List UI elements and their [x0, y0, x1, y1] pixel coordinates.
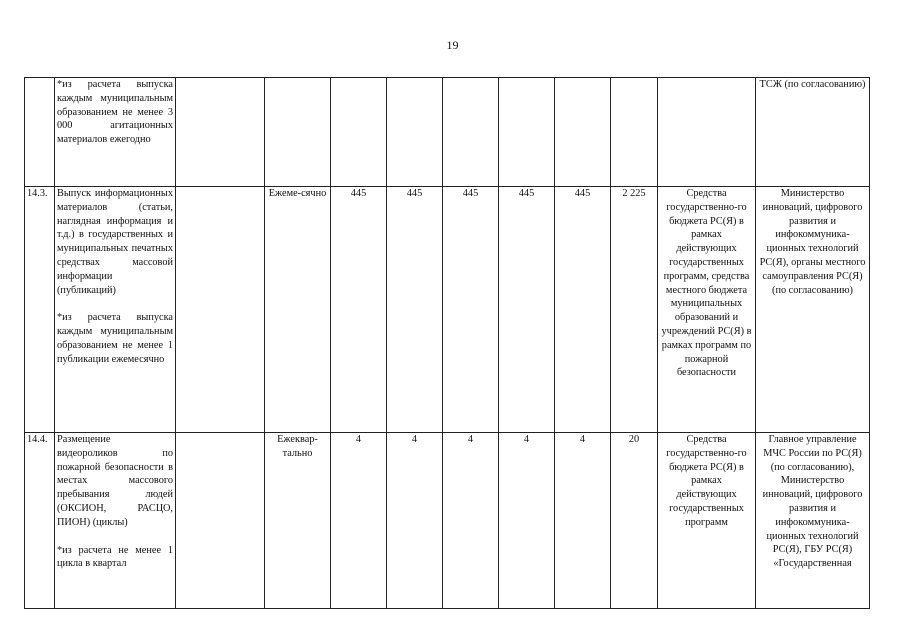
table-row-continued: [25, 78, 870, 187]
cell-period: Ежеквар-тально: [265, 433, 331, 609]
cell-executor: Главное управление МЧС России по РС(Я) (по согласованию), Министерство инноваций, цифрового развития и инфокоммуника-ционных технологий РС(Я), ГБУ РС(Я) «Государственная: [756, 433, 870, 609]
cell-source: [658, 78, 756, 187]
cell-value: 445: [555, 187, 611, 433]
cell-total: [611, 78, 658, 187]
cell-total: 2 225: [611, 187, 658, 433]
cell-blank: [176, 187, 265, 433]
cell-total: 20: [611, 433, 658, 609]
row-note: *из расчета выпуска каждым муниципальным образованием не менее 3 000 агитационных материалов ежегодно: [57, 79, 173, 146]
cell-source: Средства государственно-го бюджета РС(Я) в рамках действующих государственных программ: [658, 433, 756, 609]
program-table: [24, 77, 870, 609]
cell-name: [55, 433, 176, 609]
cell-name: [55, 187, 176, 433]
table-row-14-4: [25, 433, 870, 609]
row-name: Выпуск информационных материалов (статьи, наглядная информация и т.д.) в государственных и муниципальных печатных средствах массовой информации (публикаций): [57, 188, 173, 296]
page-number: 19: [446, 38, 459, 52]
row-name: Размещение видеороликов по пожарной безопасности в местах массового пребывания людей (ОКСИОН, РАСЦО, ПИОН) (циклы): [57, 434, 173, 528]
cell-num: 14.4.: [25, 433, 55, 609]
cell-value: [443, 78, 499, 187]
cell-value: [387, 78, 443, 187]
cell-blank: [176, 78, 265, 187]
cell-value: [331, 78, 387, 187]
row-note: *из расчета выпуска каждым муниципальным образованием не менее 1 публикации ежемесячно: [57, 312, 173, 365]
cell-value: 445: [331, 187, 387, 433]
cell-value: 445: [443, 187, 499, 433]
cell-source: Средства государственно-го бюджета РС(Я) в рамках действующих государственных программ, средства местного бюджета муниципальных образований и учреждений РС(Я) в рамках программ по пожарной безопасности: [658, 187, 756, 433]
cell-blank: [176, 433, 265, 609]
cell-value: [555, 78, 611, 187]
cell-num: [25, 78, 55, 187]
cell-period: Ежеме-сячно: [265, 187, 331, 433]
cell-executor: Министерство инноваций, цифрового развития и инфокоммуника-ционных технологий РС(Я), органы местного самоуправления РС(Я) (по согласованию): [756, 187, 870, 433]
cell-value: 4: [555, 433, 611, 609]
cell-value: 445: [499, 187, 555, 433]
cell-period: [265, 78, 331, 187]
row-note: *из расчета не менее 1 цикла в квартал: [57, 544, 173, 570]
cell-value: [499, 78, 555, 187]
cell-value: 445: [387, 187, 443, 433]
cell-num: 14.3.: [25, 187, 55, 433]
table-row-14-3: [25, 187, 870, 433]
cell-name: [55, 78, 176, 187]
cell-value: 4: [443, 433, 499, 609]
cell-value: 4: [387, 433, 443, 609]
cell-value: 4: [331, 433, 387, 609]
cell-value: 4: [499, 433, 555, 609]
cell-executor: ТСЖ (по согласованию): [756, 78, 870, 187]
